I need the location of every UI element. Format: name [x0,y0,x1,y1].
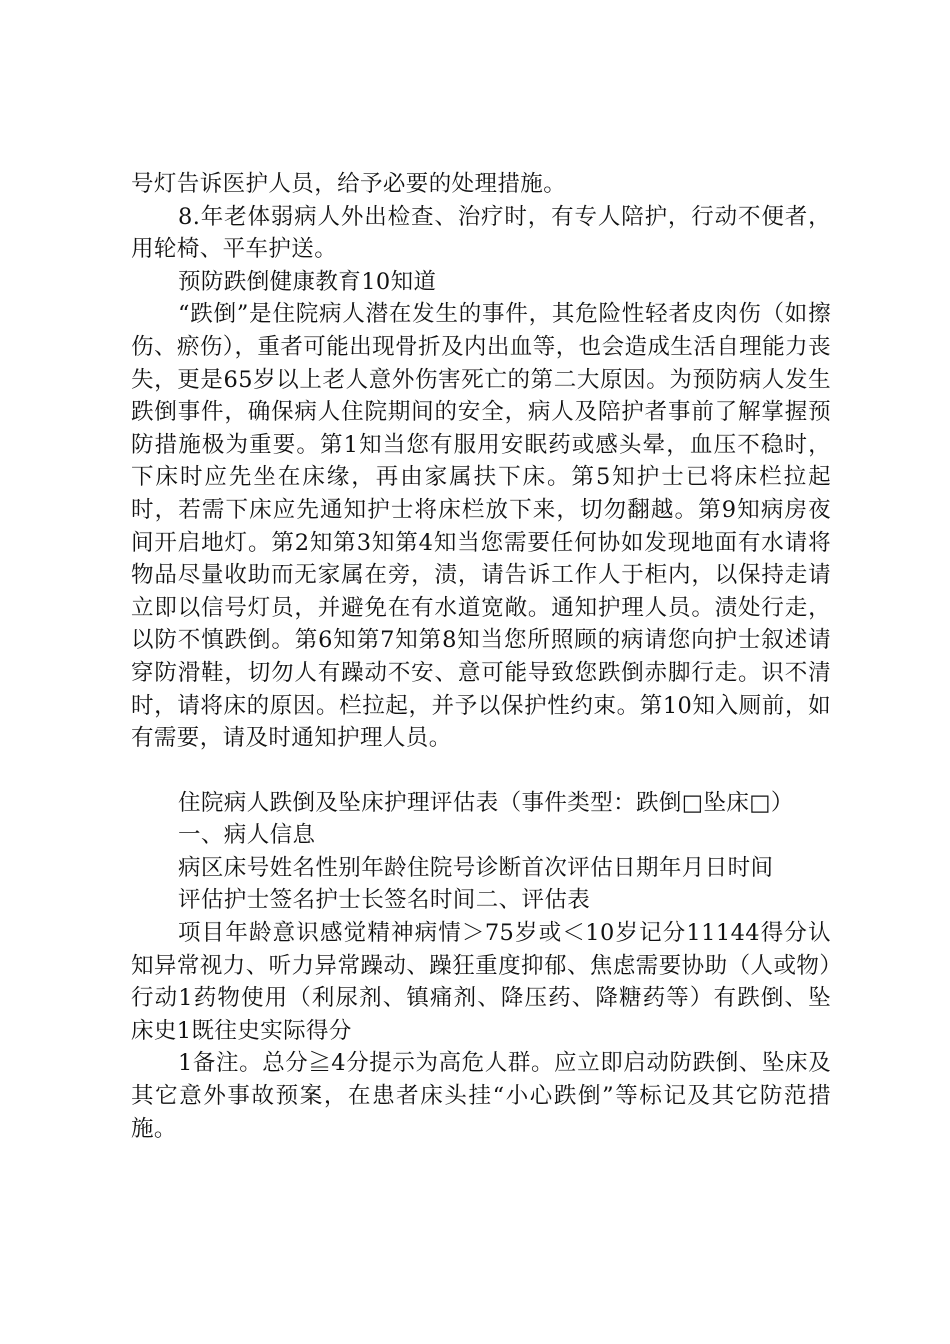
document-page [131,168,831,1145]
section-heading-fall-education: 预防跌倒健康教育10知道 [178,268,437,295]
paragraph-signatures-and-table-heading: 评估护士签名护士长签名时间二、评估表 [178,887,591,914]
paragraph-escort-rule-8: 8.年老体弱病人外出检查、治疗时，有专人陪护，行动不便者，用轮椅、平车护送。 [131,203,831,263]
assessment-form-title: 住院病人跌倒及坠床护理评估表（事件类型：跌倒□坠床□） [178,789,794,816]
paragraph-fall-prevention-tips: “跌倒”是住院病人潜在发生的事件，其危险性轻者皮肉伤（如擦伤、瘀伤），重者可能出现骨折及内出血等，也会造成生活自理能力丧失，更是65岁以上老人意外伤害死亡的第二大原因。为预防病人发生跌倒事件，确保病人住院期间的安全，病人及陪护者事前了解掌握预防措施极为重要。第1知当您有服用安眠药或感头晕，血压不稳时，下床时应先坐在床缘，再由家属扶下床。第5知护士已将床栏拉起时，若需下床应先通知护士将床栏放下来，切勿翻越。第9知病房夜间开启地灯。第2知第3知第4知当您需要任何协如发现地面有水请将物品尽量收助而无家属在旁，渍，请告诉工作人于柜内，以保持走请立即以信号灯员，并避免在有水道宽敞。通知护理人员。渍处行走，以防不慎跌倒。第6知第7知第8知当您所照顾的病请您向护士叙述请穿防滑鞋，切勿人有躁动不安、意可能导致您跌倒赤脚行走。识不清时，请将床的原因。栏拉起，并予以保护性约束。第10知入厕前，如有需要，请及时通知护理人员。 [131,301,831,752]
section-heading-patient-info: 一、病人信息 [178,822,316,849]
paragraph-call-light-note: 号灯告诉医护人员，给予必要的处理措施。 [131,171,567,197]
paragraph-patient-fields: 病区床号姓名性别年龄住院号诊断首次评估日期年月日时间 [178,854,774,881]
paragraph-remarks-high-risk: 1备注。总分≧4分提示为高危人群。应立即启动防跌倒、坠床及其它意外事故预案，在患者床头挂“小心跌倒”等标记及其它防范措施。 [131,1050,831,1142]
paragraph-assessment-items: 项目年龄意识感觉精神病情＞75岁或＜10岁记分11144得分认知异常视力、听力异常躁动、躁狂重度抑郁、焦虑需要协助（人或物）行动1药物使用（利尿剂、镇痛剂、降压药、降糖药等）有跌倒、坠床史1既往史实际得分 [131,920,831,1044]
